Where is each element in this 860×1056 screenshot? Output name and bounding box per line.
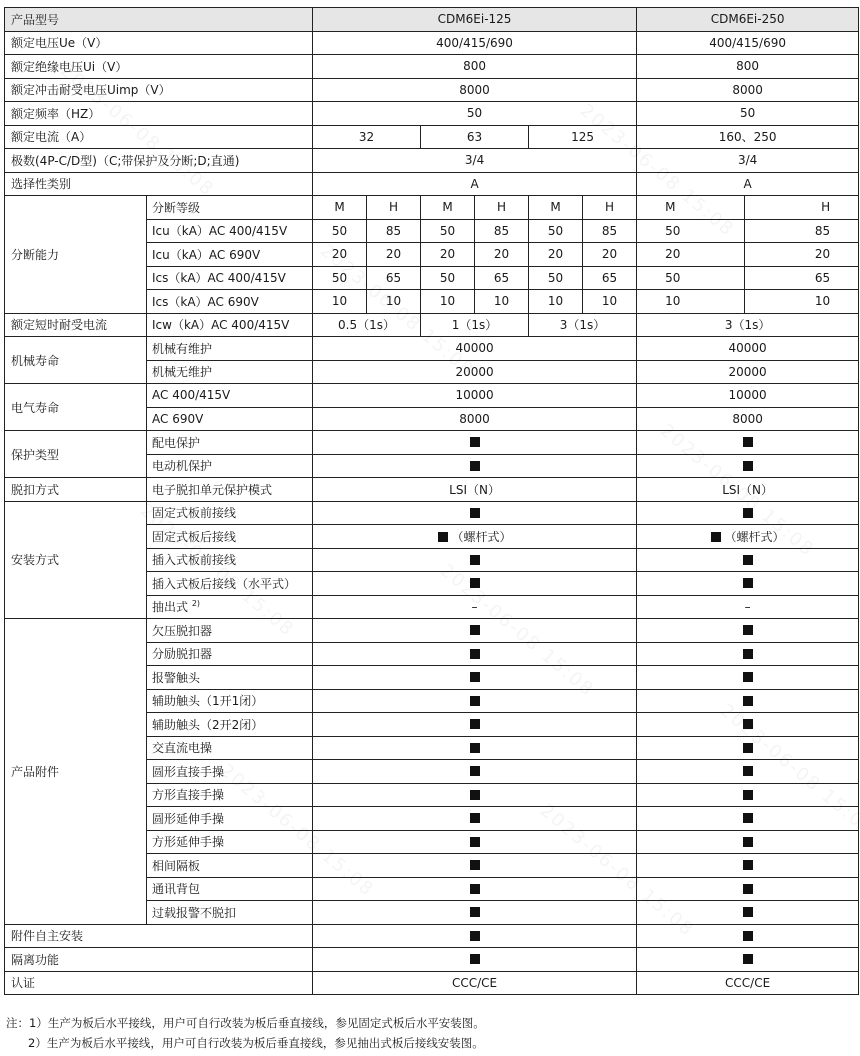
group-label: 机械寿命: [5, 337, 147, 384]
sub-label: 相间隔板: [147, 854, 313, 878]
filled-square-icon: [470, 649, 480, 659]
value-125: 10000: [313, 384, 637, 408]
group-label: 脱扣方式: [5, 478, 147, 502]
filled-square-icon: [743, 625, 753, 635]
breaking-value: M: [421, 196, 475, 220]
value-125: [313, 830, 637, 854]
row-label: 额定短时耐受电流: [5, 313, 147, 337]
sub-label-text: 插入式板后接线（水平式）: [152, 576, 297, 591]
breaking-value: 20: [475, 243, 529, 267]
value-250: 40000: [637, 337, 859, 361]
sub-label: [147, 595, 313, 619]
short-time-row: [5, 313, 859, 337]
filled-square-icon: [470, 884, 480, 894]
install-row: [5, 501, 859, 525]
sub-label: 方形延伸手操: [147, 830, 313, 854]
current-63: 63: [421, 125, 529, 149]
filled-square-icon: [470, 837, 480, 847]
sub-label: Ics（kA）AC 400/415V: [147, 266, 313, 290]
filled-square-icon: [743, 837, 753, 847]
value-125: [313, 901, 637, 925]
filled-square-icon: [470, 555, 480, 565]
sub-label-text: 抽出式: [152, 600, 189, 615]
value-250: 400/415/690: [637, 31, 859, 55]
value-125: LSI（N）: [313, 478, 637, 502]
accessory-row: [5, 619, 859, 643]
sub-label: 方形直接手操: [147, 783, 313, 807]
filled-square-icon: [743, 931, 753, 941]
filled-square-icon: [470, 461, 480, 471]
sub-label: 报警触头: [147, 666, 313, 690]
filled-square-icon: [743, 813, 753, 823]
value-250: 10000: [637, 384, 859, 408]
poles-row: [5, 149, 859, 173]
footnote-ref: 2): [191, 599, 201, 609]
filled-square-icon: [470, 578, 480, 588]
filled-square-icon: [743, 907, 753, 917]
spec-row: [5, 78, 859, 102]
breaking-value: 20: [421, 243, 475, 267]
filled-square-icon: [743, 954, 753, 964]
sub-label: Icw（kA）AC 400/415V: [147, 313, 313, 337]
icw-value: 0.5（1s）: [313, 313, 421, 337]
rated-current-row: [5, 125, 859, 149]
sub-label: 圆形直接手操: [147, 760, 313, 784]
value-250: [637, 642, 859, 666]
breaking-value: M: [529, 196, 583, 220]
breaking-value: 10: [529, 290, 583, 314]
breaking-value: M: [313, 196, 367, 220]
value-125: 400/415/690: [313, 31, 637, 55]
filled-square-icon: [470, 860, 480, 870]
spec-row: [5, 948, 859, 972]
breaking-value: 50: [313, 266, 367, 290]
group-label: 电气寿命: [5, 384, 147, 431]
filled-square-icon: [743, 743, 753, 753]
value-125: 20000: [313, 360, 637, 384]
spec-row: [5, 31, 859, 55]
filled-square-icon: [470, 743, 480, 753]
filled-square-icon: [743, 884, 753, 894]
row-label: 极数(4P-C/D型)（C;带保护及分断;D;直通): [5, 149, 313, 173]
breaking-value: 50: [529, 266, 583, 290]
breaking-value: 20: [583, 243, 637, 267]
breaking-value: H: [745, 196, 859, 220]
sub-label: 辅助触头（1开1闭）: [147, 689, 313, 713]
breaking-value: 10: [367, 290, 421, 314]
sub-label: 电动机保护: [147, 454, 313, 478]
group-label: 分断能力: [5, 196, 147, 314]
value-125: [313, 948, 637, 972]
breaking-row: [5, 196, 859, 220]
value-125: [313, 501, 637, 525]
life-row: [5, 337, 859, 361]
value-250: [637, 713, 859, 737]
sub-label: 分断等级: [147, 196, 313, 220]
value-250: 160、250: [637, 125, 859, 149]
footnote-1: 注：1）生产为板后水平接线，用户可自行改装为板后垂直接线，参见固定式板后水平安装图。: [6, 1016, 485, 1030]
breaking-value: 85: [367, 219, 421, 243]
breaking-value: M: [637, 196, 745, 220]
filled-square-icon: [743, 437, 753, 447]
spec-row: [5, 924, 859, 948]
spec-row: [5, 971, 859, 995]
value-250: A: [637, 172, 859, 196]
value-125: 8000: [313, 407, 637, 431]
value-250: 800: [637, 55, 859, 79]
footnotes: [6, 1013, 485, 1053]
breaking-value: 10: [475, 290, 529, 314]
breaking-value: 65: [475, 266, 529, 290]
value-125: 800: [313, 55, 637, 79]
breaking-value: 65: [745, 266, 859, 290]
value-125: 40000: [313, 337, 637, 361]
sub-label: [147, 548, 313, 572]
filled-square-icon: [743, 508, 753, 518]
breaking-value: 50: [421, 219, 475, 243]
filled-square-icon: [470, 907, 480, 917]
value-125: [313, 572, 637, 596]
filled-square-icon: [470, 437, 480, 447]
row-label: 附件自主安装: [5, 924, 313, 948]
value-125: [313, 760, 637, 784]
value-250: –: [637, 595, 859, 619]
value-250: [637, 525, 859, 549]
row-label: 额定电流（A）: [5, 125, 313, 149]
row-label: 额定电压Ue（V）: [5, 31, 313, 55]
value-125: [313, 689, 637, 713]
value-125: [313, 619, 637, 643]
value-250: 8000: [637, 78, 859, 102]
sub-label: Ics（kA）AC 690V: [147, 290, 313, 314]
breaking-value: H: [367, 196, 421, 220]
value-250: 20000: [637, 360, 859, 384]
protection-row: [5, 431, 859, 455]
filled-square-icon: [470, 766, 480, 776]
value-250: [637, 760, 859, 784]
filled-square-icon: [470, 625, 480, 635]
sub-label-text: 固定式板前接线: [152, 506, 237, 521]
filled-square-icon: [743, 719, 753, 729]
header-row: [5, 8, 859, 32]
value-125: [313, 525, 637, 549]
sub-label: Icu（kA）AC 690V: [147, 243, 313, 267]
value-250: [637, 854, 859, 878]
group-label: 安装方式: [5, 501, 147, 619]
filled-square-icon: [470, 672, 480, 682]
filled-square-icon: [438, 532, 448, 542]
breaking-value: 10: [313, 290, 367, 314]
value-250: [637, 807, 859, 831]
filled-square-icon: [711, 532, 721, 542]
model-250-header: CDM6Ei-250: [637, 8, 859, 32]
filled-square-icon: [470, 790, 480, 800]
value-250: [637, 877, 859, 901]
value-125: A: [313, 172, 637, 196]
header-label: 产品型号: [5, 8, 313, 32]
sub-label: AC 690V: [147, 407, 313, 431]
value-250: 3/4: [637, 149, 859, 173]
value-125: [313, 548, 637, 572]
breaking-value: 20: [637, 243, 745, 267]
row-label: 隔离功能: [5, 948, 313, 972]
value-125: [313, 924, 637, 948]
value-125: [313, 736, 637, 760]
model-125-header: CDM6Ei-125: [313, 8, 637, 32]
breaking-value: 10: [637, 290, 745, 314]
value-250: [637, 924, 859, 948]
filled-square-icon: [743, 461, 753, 471]
value-125: [313, 877, 637, 901]
value-125: [313, 642, 637, 666]
sub-label: 机械有维护: [147, 337, 313, 361]
value-250: [637, 948, 859, 972]
value-125: –: [313, 595, 637, 619]
sub-label: 辅助触头（2开2闭）: [147, 713, 313, 737]
value-125: [313, 783, 637, 807]
row-label: 额定绝缘电压Ui（V）: [5, 55, 313, 79]
spec-row: [5, 102, 859, 126]
breaking-value: 85: [745, 219, 859, 243]
value-125: [313, 666, 637, 690]
breaking-value: 65: [367, 266, 421, 290]
value-250: CCC/CE: [637, 971, 859, 995]
value-125: 50: [313, 102, 637, 126]
filled-square-icon: [743, 649, 753, 659]
sub-label: [147, 501, 313, 525]
filled-square-icon: [743, 696, 753, 706]
value-250: 8000: [637, 407, 859, 431]
breaking-value: 50: [529, 219, 583, 243]
mark-suffix: （螺杆式）: [724, 529, 785, 544]
breaking-value: 20: [313, 243, 367, 267]
value-125: [313, 431, 637, 455]
value-125: [313, 854, 637, 878]
breaking-value: 20: [745, 243, 859, 267]
sub-label-text: 固定式板后接线: [152, 529, 237, 544]
value-250: [637, 736, 859, 760]
breaking-value: 50: [637, 266, 745, 290]
value-250: [637, 901, 859, 925]
breaking-value: 50: [637, 219, 745, 243]
mark-suffix: （螺杆式）: [451, 529, 512, 544]
value-250: [637, 548, 859, 572]
selectivity-row: [5, 172, 859, 196]
value-250: [637, 572, 859, 596]
filled-square-icon: [743, 672, 753, 682]
breaking-value: 85: [475, 219, 529, 243]
breaking-value: 20: [529, 243, 583, 267]
sub-label-text: 插入式板前接线: [152, 553, 237, 568]
filled-square-icon: [743, 860, 753, 870]
sub-label: 圆形延伸手操: [147, 807, 313, 831]
value-250: 50: [637, 102, 859, 126]
value-250: [637, 454, 859, 478]
sub-label: 机械无维护: [147, 360, 313, 384]
breaking-value: 85: [583, 219, 637, 243]
value-250: [637, 783, 859, 807]
value-250: [637, 501, 859, 525]
value-125: [313, 454, 637, 478]
current-125: 125: [529, 125, 637, 149]
sub-label: 通讯背包: [147, 877, 313, 901]
breaking-value: 65: [583, 266, 637, 290]
value-125: 3/4: [313, 149, 637, 173]
filled-square-icon: [743, 790, 753, 800]
breaking-value: 10: [583, 290, 637, 314]
breaking-value: 10: [421, 290, 475, 314]
sub-label: 欠压脱扣器: [147, 619, 313, 643]
value-250: [637, 666, 859, 690]
filled-square-icon: [470, 719, 480, 729]
row-label: 额定冲击耐受电压Uimp（V）: [5, 78, 313, 102]
breaking-value: 50: [313, 219, 367, 243]
filled-square-icon: [743, 766, 753, 776]
value-250: [637, 689, 859, 713]
value-250: 3（1s）: [637, 313, 859, 337]
sub-label: AC 400/415V: [147, 384, 313, 408]
sub-label: 配电保护: [147, 431, 313, 455]
sub-label: 分励脱扣器: [147, 642, 313, 666]
trip-row: [5, 478, 859, 502]
row-label: 选择性类别: [5, 172, 313, 196]
group-label: 产品附件: [5, 619, 147, 925]
icw-value: 1（1s）: [421, 313, 529, 337]
sub-label: 电子脱扣单元保护模式: [147, 478, 313, 502]
breaking-value: H: [583, 196, 637, 220]
group-label: 保护类型: [5, 431, 147, 478]
filled-square-icon: [743, 578, 753, 588]
filled-square-icon: [470, 931, 480, 941]
sub-label: [147, 572, 313, 596]
value-125: CCC/CE: [313, 971, 637, 995]
breaking-value: 20: [367, 243, 421, 267]
value-125: 8000: [313, 78, 637, 102]
footnote-2: 2）生产为板后水平接线，用户可自行改装为板后垂直接线，参见抽出式板后接线安装图。: [28, 1036, 484, 1050]
value-125: [313, 713, 637, 737]
sub-label: [147, 525, 313, 549]
filled-square-icon: [743, 555, 753, 565]
sub-label: Icu（kA）AC 400/415V: [147, 219, 313, 243]
filled-square-icon: [470, 508, 480, 518]
current-32: 32: [313, 125, 421, 149]
icw-value: 3（1s）: [529, 313, 637, 337]
breaking-value: 50: [421, 266, 475, 290]
value-125: [313, 807, 637, 831]
value-250: LSI（N）: [637, 478, 859, 502]
value-250: [637, 619, 859, 643]
filled-square-icon: [470, 813, 480, 823]
spec-table: [4, 7, 859, 995]
row-label: 认证: [5, 971, 313, 995]
life-row: [5, 384, 859, 408]
value-250: [637, 830, 859, 854]
filled-square-icon: [470, 954, 480, 964]
filled-square-icon: [470, 696, 480, 706]
breaking-value: 10: [745, 290, 859, 314]
breaking-value: H: [475, 196, 529, 220]
sub-label: 过载报警不脱扣: [147, 901, 313, 925]
row-label: 额定频率（HZ）: [5, 102, 313, 126]
value-250: [637, 431, 859, 455]
sub-label: 交直流电操: [147, 736, 313, 760]
spec-row: [5, 55, 859, 79]
